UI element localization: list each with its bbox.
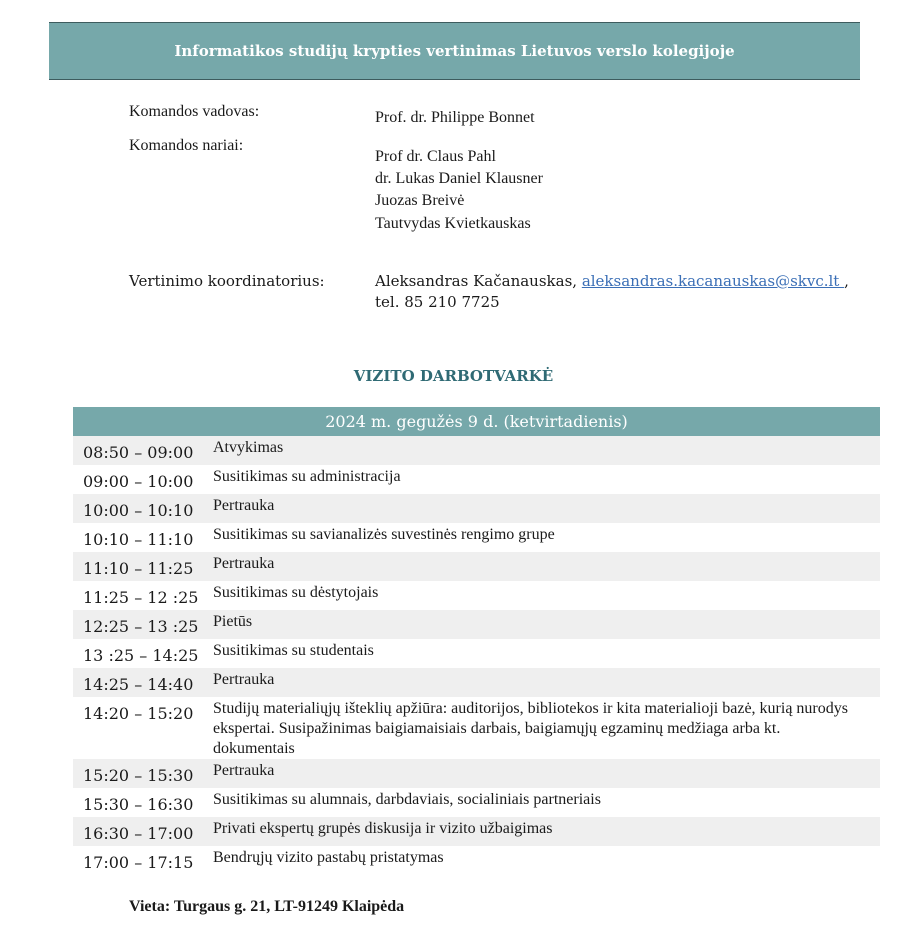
schedule-activity: Studijų materialiųjų išteklių apžiūra: auditorijos, bibliotekos ir kita materialioji bazė, kurią nurodys ekspertai. Susipažinimas baigiamaisiais darbais, baigiamųjų egzaminų medžiaga arba kt. dokumentais (213, 700, 848, 757)
schedule-time: 12:25 – 13 :25 (83, 617, 199, 636)
schedule-activity: Pertrauka (213, 671, 275, 688)
schedule-time: 16:30 – 17:00 (83, 824, 194, 843)
coordinator-email-link[interactable]: aleksandras.kacanauskas@skvc.lt (581, 272, 845, 290)
coordinator-label: Vertinimo koordinatorius: (129, 272, 325, 290)
schedule-time: 11:25 – 12 :25 (83, 588, 199, 607)
member-name: dr. Lukas Daniel Klausner (375, 170, 543, 187)
schedule-activity: Susitikimas su studentais (213, 642, 374, 659)
coordinator-name: Aleksandras Kačanauskas, (375, 272, 582, 290)
schedule-activity: Pertrauka (213, 555, 275, 572)
coordinator-phone: tel. 85 210 7725 (375, 293, 500, 311)
schedule-activity: Susitikimas su savianalizės suvestinės rengimo grupe (213, 526, 555, 543)
schedule-row (73, 552, 880, 581)
schedule-row (73, 639, 880, 668)
schedule-row (73, 817, 880, 846)
document-title: Informatikos studijų krypties vertinimas Lietuvos verslo kolegijoje (174, 42, 735, 60)
schedule-time: 10:00 – 10:10 (83, 501, 194, 520)
schedule-time: 15:20 – 15:30 (83, 766, 194, 785)
coordinator-email-suffix: , (844, 272, 849, 290)
schedule-row (73, 610, 880, 639)
schedule-activity: Privati ekspertų grupės diskusija ir vizito užbaigimas (213, 820, 553, 837)
schedule-row (73, 494, 880, 523)
schedule-time: 17:00 – 17:15 (83, 853, 194, 872)
schedule-activity: Susitikimas su alumnais, darbdaviais, socialiniais partneriais (213, 791, 601, 808)
schedule-row (73, 436, 880, 465)
schedule-date-header: 2024 m. gegužės 9 d. (ketvirtadienis) (73, 407, 880, 436)
schedule-time: 10:10 – 11:10 (83, 530, 194, 549)
schedule-time: 08:50 – 09:00 (83, 443, 194, 462)
member-name: Prof dr. Claus Pahl (375, 148, 496, 165)
schedule-row (73, 523, 880, 552)
leader-label: Komandos vadovas: (129, 103, 260, 120)
schedule-time: 14:20 – 15:20 (83, 704, 194, 723)
schedule-row (73, 697, 880, 759)
member-name: Juozas Breivė (375, 192, 465, 209)
schedule-activity: Susitikimas su dėstytojais (213, 584, 379, 601)
schedule-row (73, 465, 880, 494)
schedule-row (73, 668, 880, 697)
schedule-time: 09:00 – 10:00 (83, 472, 194, 491)
schedule-time: 15:30 – 16:30 (83, 795, 194, 814)
schedule-time: 13 :25 – 14:25 (83, 646, 199, 665)
schedule-activity: Atvykimas (213, 439, 284, 456)
schedule-row (73, 581, 880, 610)
schedule-row (73, 788, 880, 817)
leader-name: Prof. dr. Philippe Bonnet (375, 109, 535, 126)
schedule-activity: Pietūs (213, 613, 253, 630)
schedule-table (73, 407, 880, 875)
member-name: Tautvydas Kvietkauskas (375, 215, 531, 232)
schedule-time: 11:10 – 11:25 (83, 559, 194, 578)
members-label: Komandos nariai: (129, 137, 244, 154)
schedule-activity: Pertrauka (213, 762, 275, 779)
schedule-activity: Pertrauka (213, 497, 275, 514)
schedule-activity: Susitikimas su administracija (213, 468, 401, 485)
coordinator-line (375, 272, 849, 290)
schedule-row (73, 759, 880, 788)
schedule-time: 14:25 – 14:40 (83, 675, 194, 694)
schedule-activity: Bendrųjų vizito pastabų pristatymas (213, 849, 444, 866)
schedule-row (73, 846, 880, 875)
agenda-heading: VIZITO DARBOTVARKĖ (353, 367, 554, 385)
title-bar (49, 22, 860, 80)
venue-text: Vieta: Turgaus g. 21, LT-91249 Klaipėda (129, 898, 405, 915)
